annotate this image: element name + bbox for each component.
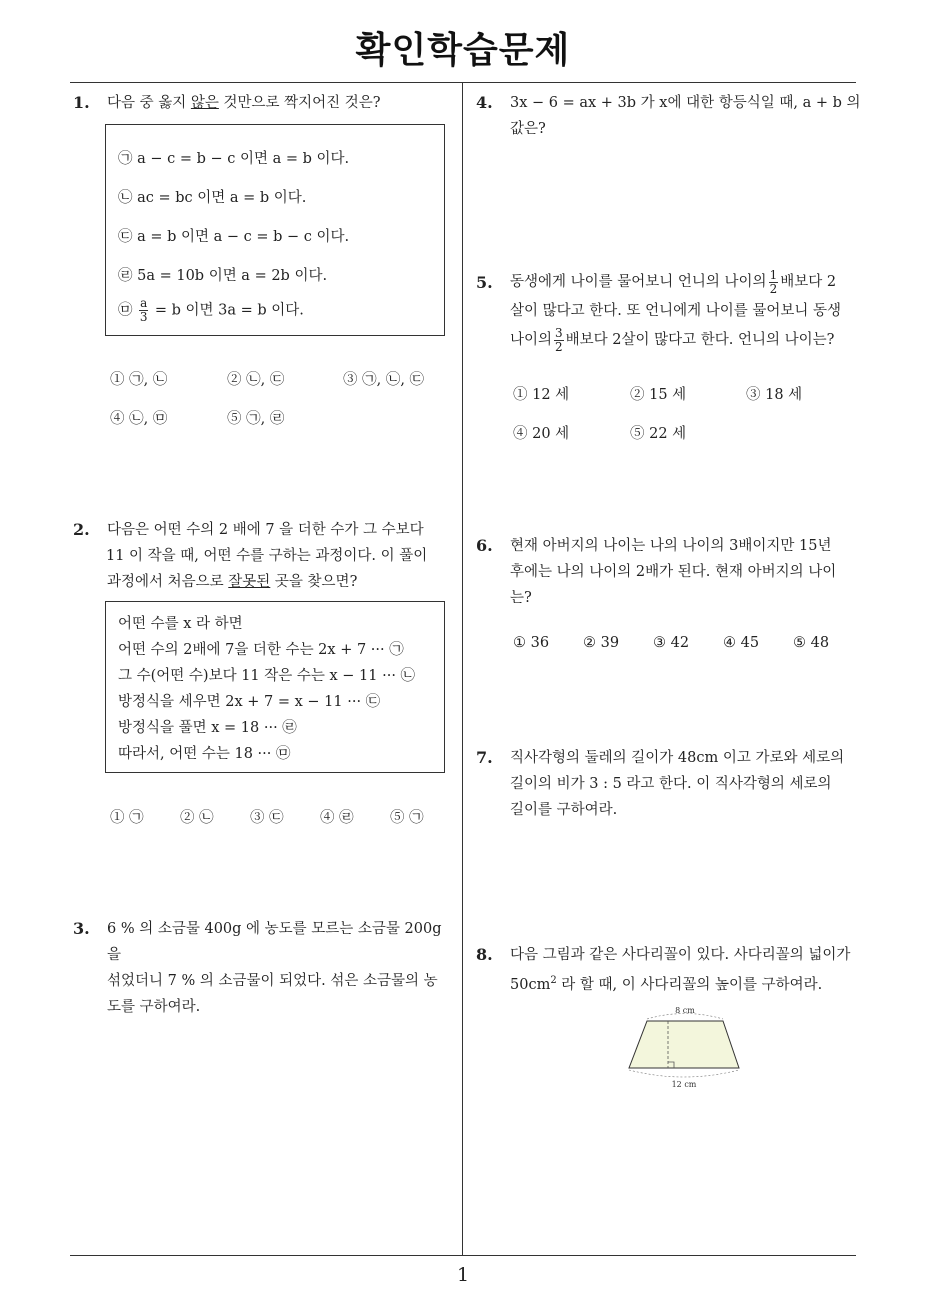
question-3 (73, 916, 458, 1020)
answer-option[interactable]: ③ 18 세 (746, 387, 803, 403)
question-7 (476, 745, 861, 823)
solution-line: 따라서, 어떤 수는 18 ··· ㉤ (118, 746, 291, 762)
solution-line: 어떤 수를 x 라 하면 (118, 616, 243, 632)
question-number: 2. (73, 520, 90, 539)
top-base-label: 8 cm (675, 1006, 695, 1015)
question-6 (476, 533, 861, 611)
statement-item: ㉡ ac = bc 이면 a = b 이다. (118, 190, 307, 206)
question-1 (73, 90, 458, 116)
answer-option[interactable]: ④ ㉡, ㉤ (110, 411, 168, 427)
trapezoid-shape (629, 1021, 739, 1068)
q2-solution-box (105, 601, 445, 773)
question-text: 다음 중 옳지 않은 것만으로 짝지어진 것은? (107, 95, 381, 111)
answer-option[interactable]: ② ㉡ (180, 810, 214, 826)
question-5 (476, 268, 861, 355)
top-rule (70, 82, 856, 83)
question-8 (476, 942, 861, 998)
answer-option[interactable]: ④ 20 세 (513, 426, 570, 442)
q1-statement-box (105, 124, 445, 336)
question-text: 3x − 6 = ax + 3b 가 x에 대한 항등식일 때, a + b 의 값은? (510, 95, 861, 137)
answer-option[interactable]: ⑤ 22 세 (630, 426, 687, 442)
answer-option[interactable]: ① 36 (513, 635, 550, 651)
answer-option[interactable]: ① 12 세 (513, 387, 570, 403)
answer-option[interactable]: ① ㉠, ㉡ (110, 372, 168, 388)
answer-option[interactable]: ③ ㉢ (250, 810, 284, 826)
answer-option[interactable]: ① ㉠ (110, 810, 144, 826)
question-text: 다음 그림과 같은 사다리꼴이 있다. 사다리꼴의 넓이가 $50cm^2$ 라 할 때, 이 사다리꼴의 높이를 구하여라. (510, 947, 851, 993)
question-text: 현재 아버지의 나이는 나의 나이의 3배이지만 15년 후에는 나의 나이의 2배가 된다. 현재 아버지의 나이 는? (510, 538, 837, 606)
question-text: 다음은 어떤 수의 2 배에 7 을 더한 수가 그 수보다 11 이 작을 때, 어떤 수를 구하는 과정이다. 이 풀이 과정에서 처음으로 잘못된 곳을 찾으면? (106, 522, 428, 590)
statement-item: ㉢ a = b 이면 a − c = b − c 이다. (118, 229, 350, 245)
question-number: 3. (73, 919, 90, 938)
answer-option[interactable]: ⑤ ㉠, ㉣ (227, 411, 285, 427)
solution-line: 어떤 수의 2배에 7을 더한 수는 2x + 7 ··· ㉠ (118, 642, 404, 658)
question-number: 8. (476, 945, 493, 964)
answer-option[interactable]: ② 15 세 (630, 387, 687, 403)
answer-option[interactable]: ③ ㉠, ㉡, ㉢ (343, 372, 425, 388)
column-divider (462, 82, 463, 1256)
page-title: 확인학습문제 (355, 30, 571, 71)
bottom-rule (70, 1255, 856, 1256)
bottom-base-label: 12 cm (671, 1080, 697, 1089)
solution-line: 방정식을 세우면 2x + 7 = x − 11 ··· ㉢ (118, 694, 381, 710)
answer-option[interactable]: ② 39 (583, 635, 620, 651)
answer-option[interactable]: ⑤ ㉠ (390, 810, 424, 826)
question-text: 6 % 의 소금물 400g 에 농도를 모르는 소금물 200g 을 섞었더니 7 % 의 소금물이 되었다. 섞은 소금물의 농 도를 구하여라. (107, 921, 442, 1015)
question-4 (476, 90, 861, 142)
statement-item: ㉤ $\frac{a}{3}$ = b 이면 3a = b 이다. (118, 296, 304, 324)
answer-option[interactable]: ⑤ 48 (793, 635, 830, 651)
trapezoid-figure (615, 1000, 755, 1092)
question-number: 1. (73, 93, 90, 112)
bottom-dimension-arc (629, 1070, 739, 1077)
question-number: 6. (476, 536, 493, 555)
fraction: $\frac{1}{2}$ (769, 267, 778, 296)
question-number: 5. (476, 273, 493, 292)
question-2 (73, 517, 458, 595)
question-number: 4. (476, 93, 493, 112)
answer-option[interactable]: ④ 45 (723, 635, 760, 651)
answer-option[interactable]: ③ 42 (653, 635, 690, 651)
question-text: 동생에게 나이를 물어보니 언니의 나이의 $\frac{1}{2}$ 배보다 2 살이 많다고 한다. 또 언니에게 나이를 물어보니 동생 나이의 $\frac{3}{2}$ 배보다 2살이 많다고 한다. 언니의 나이는? (510, 267, 842, 354)
page-number: 1 (456, 1264, 470, 1286)
fraction: $\frac{3}{2}$ (555, 325, 563, 354)
statement-item: ㉠ a − c = b − c 이면 a = b 이다. (118, 151, 350, 167)
answer-option[interactable]: ② ㉡, ㉢ (227, 372, 285, 388)
question-text: 직사각형의 둘레의 길이가 48cm 이고 가로와 세로의 길이의 비가 3 : 5 라고 한다. 이 직사각형의 세로의 길이를 구하여라. (510, 750, 845, 818)
solution-line: 방정식을 풀면 x = 18 ··· ㉣ (118, 720, 297, 736)
question-number: 7. (476, 748, 493, 767)
fraction: $\frac{a}{3}$ (139, 296, 148, 324)
answer-option[interactable]: ④ ㉣ (320, 810, 354, 826)
statement-item: ㉣ 5a = 10b 이면 a = 2b 이다. (118, 268, 328, 284)
solution-line: 그 수(어떤 수)보다 11 작은 수는 x − 11 ··· ㉡ (118, 668, 416, 684)
